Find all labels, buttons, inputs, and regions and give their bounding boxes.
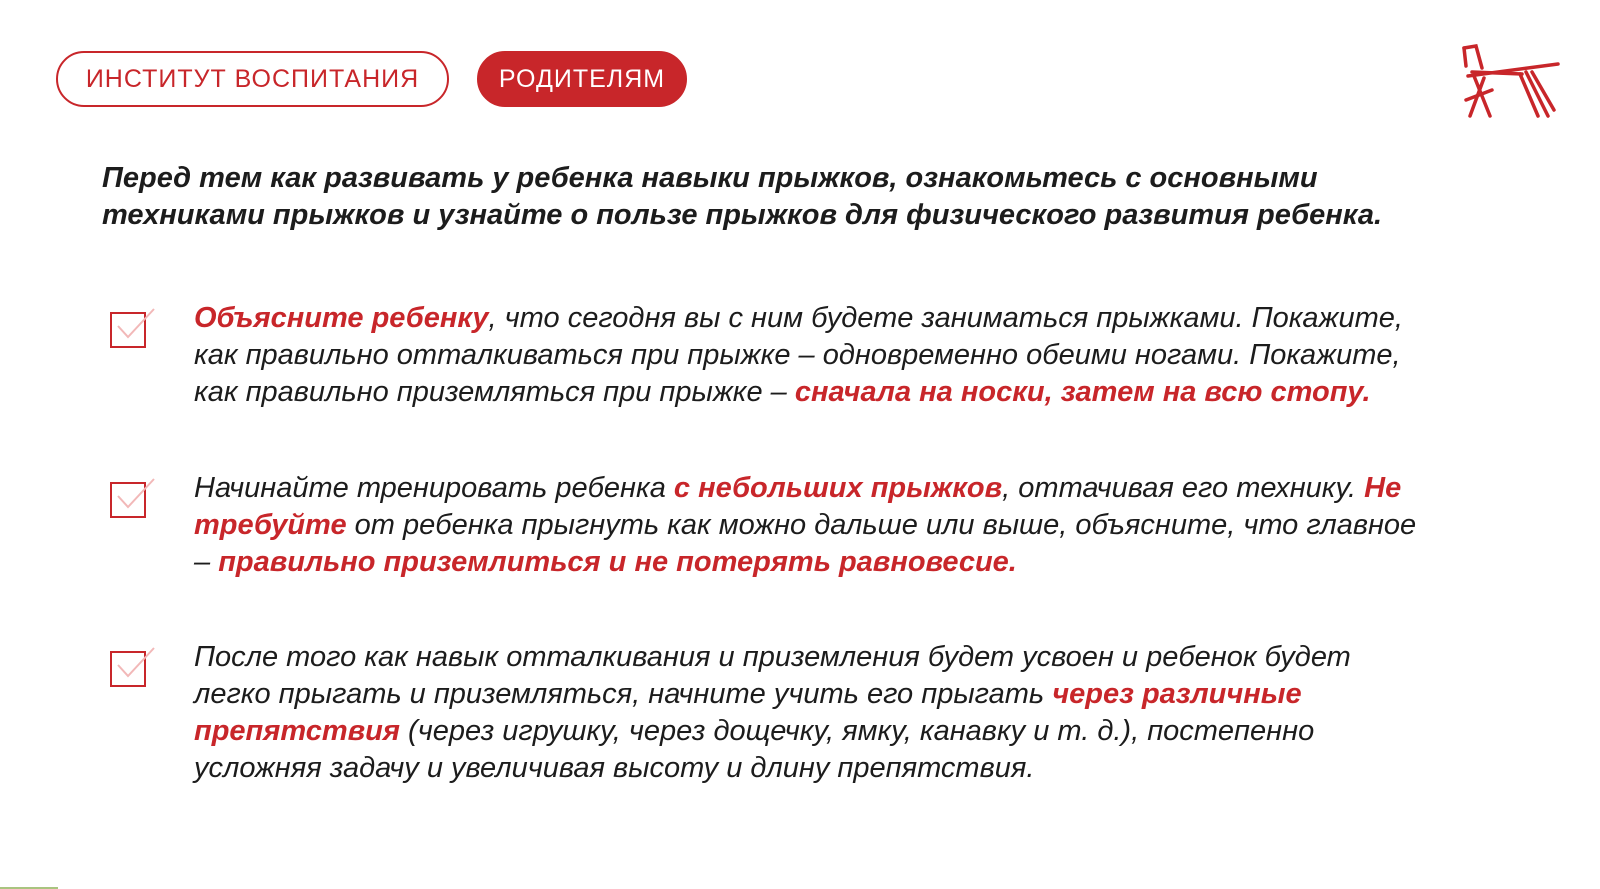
header-tags xyxy=(56,51,687,107)
horse-chair-logo-icon xyxy=(1462,42,1560,124)
intro-text: Перед тем как развивать у ребенка навыки прыжков, ознакомьтесь с основными техниками прыжков и узнайте о пользе прыжков для физического развития ребенка. xyxy=(102,162,1383,231)
checkbox-checked-icon xyxy=(110,476,156,520)
institute-tag[interactable]: ИНСТИТУТ ВОСПИТАНИЯ xyxy=(56,51,449,107)
tip-text-1 xyxy=(194,300,1434,411)
highlight-text: Не требуйте xyxy=(194,472,1402,541)
tip-item-3 xyxy=(110,639,1440,787)
highlight-text: правильно приземлиться и не потерять равновесие. xyxy=(218,546,1017,578)
body-text: Начинайте тренировать ребенка xyxy=(194,472,674,504)
body-text: (через игрушку, через дощечку, ямку, канавку и т. д.), постепенно усложняя задачу и увеличивая высоту и длину препятствия. xyxy=(194,715,1315,784)
checkbox-checked-icon xyxy=(110,306,156,350)
tip-item-2 xyxy=(110,470,1440,581)
tip-text-3 xyxy=(194,639,1434,787)
tip-text-2 xyxy=(194,470,1434,581)
highlight-text: сначала на носки, затем на всю стопу. xyxy=(794,376,1371,408)
tip-item-1 xyxy=(110,300,1440,411)
highlight-text: через различные препятствия xyxy=(194,678,1302,747)
checkbox-checked-icon xyxy=(110,645,156,689)
parents-tag[interactable]: РОДИТЕЛЯМ xyxy=(477,51,687,107)
body-text: от ребенка прыгнуть как можно дальше или выше, объясните, что главное – xyxy=(194,509,1417,578)
body-text: После того как навык отталкивания и приземления будет усвоен и ребенок будет легко прыгать и приземляться, начните учить его прыгать xyxy=(194,641,1351,710)
highlight-text: Объясните ребенку xyxy=(194,302,489,334)
highlight-text: с небольших прыжков xyxy=(673,472,1003,504)
body-text: , оттачивая его технику. xyxy=(1002,472,1365,504)
body-text: , что сегодня вы с ним будете заниматься прыжками. Покажите, как правильно отталкиваться при прыжке – одновременно обеими ногами. Покажите, как правильно приземляться при прыжке – xyxy=(194,302,1403,408)
